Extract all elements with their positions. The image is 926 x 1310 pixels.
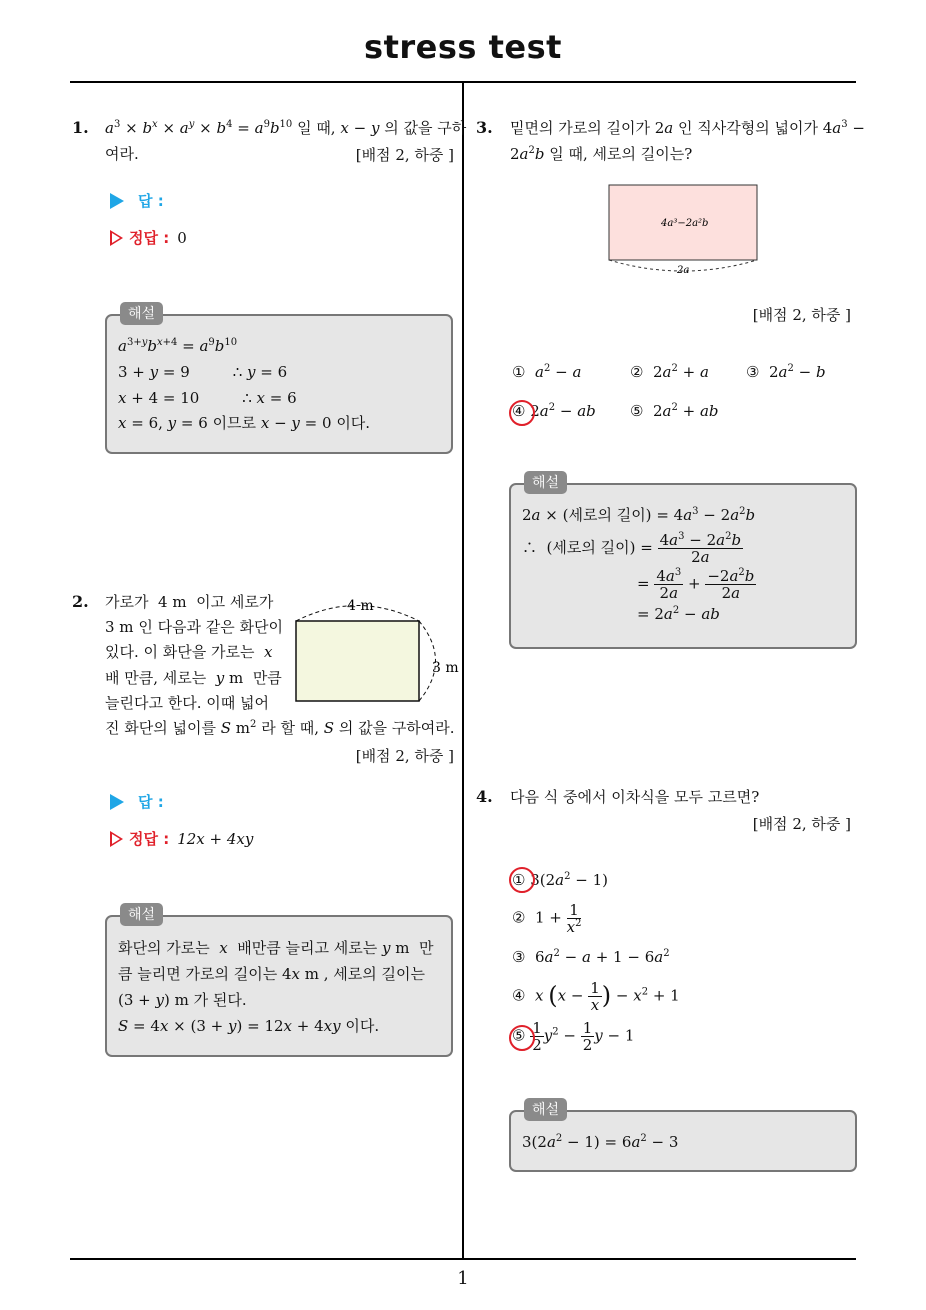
solution-tag: 해설 xyxy=(524,1098,567,1121)
width-label: 4 m xyxy=(347,598,374,614)
question-number: 3. xyxy=(476,118,493,137)
option-3[interactable]: ③ $2a^2 - b$ xyxy=(746,363,826,381)
footer-divider xyxy=(70,1258,856,1260)
answer-field[interactable]: 답 : xyxy=(110,190,164,211)
solution-line: $a^{3+y}b^{x+4} = a^9b^{10}$ xyxy=(118,337,238,355)
option-4[interactable]: ④ $2a^2$ − ab xyxy=(512,402,596,420)
play-icon xyxy=(110,794,124,810)
solution-tag: 해설 xyxy=(524,471,567,494)
solution-line: S = 4x × (3 + y) = 12x + 4xy 이다. xyxy=(118,1017,380,1035)
selected-circle-icon xyxy=(509,400,535,426)
option-1[interactable]: ① $3(2a^2 - 1)$ xyxy=(512,871,608,889)
page-title: stress test xyxy=(364,28,562,66)
solution-tag: 해설 xyxy=(120,903,163,926)
height-label: 3 m xyxy=(432,660,459,676)
outline-triangle-icon xyxy=(110,230,123,246)
option-5[interactable]: ⑤ $\frac{1}{2}$ $y^2$ − $\frac{1}{2}$ y − 1 xyxy=(512,1019,635,1054)
solution-tag: 해설 xyxy=(120,302,163,325)
question-text-cont: $2a^2b$ 일 때, 세로의 길이는? xyxy=(510,145,693,163)
solution-line: 화단의 가로는 x 배만큼 늘리고 세로는 y m 만 xyxy=(118,939,434,957)
option-1[interactable]: ① $a^2 - a$ xyxy=(512,363,582,381)
score-label: [배점 2, 하중 ] xyxy=(752,306,851,324)
outline-triangle-icon xyxy=(110,831,123,847)
option-2[interactable]: ② $2a^2 + a$ xyxy=(630,363,709,381)
rectangle-figure xyxy=(605,182,761,280)
question-text: $a^3 \times b^x \times a^y \times b^4 = a^9b^{10}$ 일 때, x − y 의 값을 구하 xyxy=(105,119,467,137)
option-4[interactable]: ④ x (x − $\frac{1}{x}$ ) − $x^2 + 1$ xyxy=(512,979,680,1014)
garden-rect xyxy=(296,621,419,701)
solution-line: = $2a^2$ − ab xyxy=(637,605,720,623)
solution-line: x + 4 = 10 ∴ x = 6 xyxy=(118,389,297,407)
correct-answer: 정답 : 0 xyxy=(110,227,187,248)
solution-line: (3 + y) m 가 된다. xyxy=(118,991,247,1009)
selected-circle-icon xyxy=(509,1025,535,1051)
solution-box xyxy=(105,314,453,454)
question-number: 1. xyxy=(72,118,89,137)
question-text: 밑면의 가로의 길이가 2a 인 직사각형의 넓이가 $4a^3$ − xyxy=(510,119,865,137)
option-2[interactable]: ② 1 + $\frac{1}{x^2}$ xyxy=(512,901,582,936)
page-number: 1 xyxy=(457,1268,469,1289)
garden-figure xyxy=(290,592,460,712)
solution-line: $3(2a^2 - 1) = 6a^2 - 3$ xyxy=(522,1133,679,1151)
score-label: [배점 2, 하중 ] xyxy=(355,146,454,164)
question-number: 2. xyxy=(72,592,89,611)
area-label: 4a³−2a²b xyxy=(661,218,709,229)
question-text: 다음 식 중에서 이차식을 모두 고르면? xyxy=(510,788,760,806)
question-number: 4. xyxy=(476,787,493,806)
question-text: 가로가 4 m 이고 세로가 xyxy=(105,593,274,611)
option-3[interactable]: ③ $6a^2 - a + 1 - 6a^2$ xyxy=(512,948,670,966)
score-label: [배점 2, 하중 ] xyxy=(752,815,851,833)
solution-line: = $\frac{4a^3}{2a}$ + $\frac{-2a^2b}{2a}$ xyxy=(637,567,755,602)
base-label: 2a xyxy=(677,265,690,276)
correct-answer: 정답 : 12x + 4xy xyxy=(110,828,253,849)
question-text: 3 m 인 다음과 같은 화단이 xyxy=(105,618,284,636)
question-text-cont: 여라. xyxy=(105,145,139,163)
column-divider xyxy=(462,82,464,1260)
option-5[interactable]: ⑤ $2a^2$ + ab xyxy=(630,402,719,420)
question-text: 배 만큼, 세로는 y m 만큼 xyxy=(105,669,282,687)
play-icon xyxy=(110,193,124,209)
solution-line: 3 + y = 9 ∴ y = 6 xyxy=(118,363,288,381)
question-text: 진 화단의 넓이를 S $m^2$ 라 할 때, S 의 값을 구하여라. xyxy=(105,719,455,737)
solution-line: 2a × (세로의 길이) = $4a^3 - 2a^2b$ xyxy=(522,506,756,524)
solution-line: ∴ (세로의 길이) = $\frac{4a^3 - 2a^2b}{2a}$ xyxy=(522,531,742,566)
score-label: [배점 2, 하중 ] xyxy=(355,747,454,765)
question-text: 늘린다고 한다. 이때 넓어 xyxy=(105,694,269,712)
answer-field[interactable]: 답 : xyxy=(110,791,164,812)
selected-circle-icon xyxy=(509,867,535,893)
solution-line: x = 6, y = 6 이므로 x − y = 0 이다. xyxy=(118,414,371,432)
solution-line: 큼 늘리면 가로의 길이는 4x m , 세로의 길이는 xyxy=(118,965,426,983)
question-text: 있다. 이 화단을 가로는 x xyxy=(105,643,273,661)
